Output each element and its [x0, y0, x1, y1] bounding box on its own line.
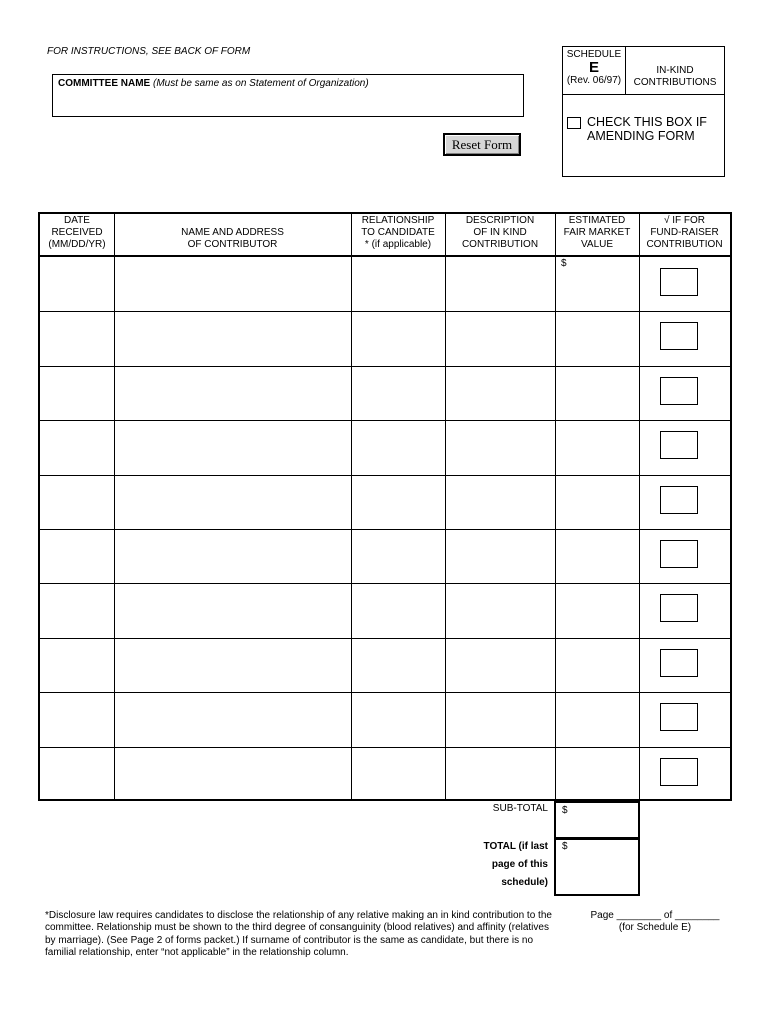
schedule-revision: (Rev. 06/97): [566, 75, 622, 86]
column-header-line: DATE: [64, 215, 90, 226]
amending-label: [587, 115, 707, 143]
subtotal-field[interactable]: [554, 801, 640, 839]
page-schedule-note: (for Schedule E): [618, 922, 692, 933]
first-row-currency: $: [561, 258, 567, 269]
column-header-line: * (if applicable): [364, 239, 432, 250]
fundraiser-checkbox[interactable]: [660, 703, 698, 731]
schedule-label: SCHEDULE: [566, 49, 622, 60]
schedule-type-line2: CONTRIBUTIONS: [633, 77, 717, 88]
committee-name-label: [58, 78, 369, 89]
column-header-line: OF IN KIND: [473, 227, 527, 238]
total-label-line1: TOTAL (if last: [483, 841, 548, 852]
column-header-line: ESTIMATED: [568, 215, 626, 226]
fundraiser-checkbox[interactable]: [660, 649, 698, 677]
column-header-line: OF CONTRIBUTOR: [187, 239, 278, 250]
total-label-line2: page of this: [491, 859, 548, 870]
table-row[interactable]: [40, 475, 730, 529]
amending-label-line2: AMENDING FORM: [587, 129, 695, 143]
column-header-line: FAIR MARKET: [563, 227, 631, 238]
committee-name-field[interactable]: [52, 74, 524, 117]
schedule-box: [562, 46, 725, 177]
disclosure-note-line3: by marriage). (See Page 2 of forms packet.) If surname of contributor is the same as candidate, but there is no: [45, 934, 534, 946]
schedule-type: [626, 65, 724, 89]
disclosure-note-line4: familial relationship, enter “not applicable” in the relationship column.: [45, 946, 349, 958]
table-row[interactable]: [40, 257, 730, 311]
amending-label-line1: CHECK THIS BOX IF: [587, 115, 707, 129]
table-row[interactable]: [40, 638, 730, 692]
disclosure-note: [45, 910, 565, 959]
instructions-text: FOR INSTRUCTIONS, SEE BACK OF FORM: [47, 46, 251, 57]
table-row[interactable]: [40, 747, 730, 801]
disclosure-note-line1: *Disclosure law requires candidates to disclose the relationship of any relative making an in kind contribution to the: [45, 910, 552, 921]
column-header-3: [351, 215, 445, 256]
schedule-letter: E: [588, 59, 599, 76]
column-header-line: NAME AND ADDRESS: [181, 227, 284, 238]
table-row[interactable]: [40, 366, 730, 420]
column-header-2: [114, 215, 351, 256]
fundraiser-checkbox[interactable]: [660, 268, 698, 296]
table-row[interactable]: [40, 529, 730, 583]
column-header-line: (MM/DD/YR): [48, 239, 106, 250]
column-header-line: RELATIONSHIP: [361, 215, 435, 226]
column-header-line: TO CANDIDATE: [361, 227, 435, 238]
amending-checkbox[interactable]: [567, 117, 581, 129]
fundraiser-checkbox[interactable]: [660, 322, 698, 350]
column-header-5: [555, 215, 639, 256]
column-header-line: [114, 215, 351, 227]
table-row[interactable]: [40, 692, 730, 746]
fundraiser-checkbox[interactable]: [660, 377, 698, 405]
schedule-type-line1: IN-KIND: [656, 65, 694, 76]
table-row[interactable]: [40, 311, 730, 365]
column-header-line: RECEIVED: [51, 227, 103, 238]
schedule-header: [563, 47, 724, 95]
disclosure-note-line2: committee. Relationship must be shown to the third degree of consanguinity (blood relatives) and affinity (relatives: [45, 922, 549, 934]
total-label: [450, 838, 548, 892]
table-row[interactable]: [40, 420, 730, 474]
column-header-line: CONTRIBUTION: [461, 239, 539, 250]
schedule-id: [563, 47, 626, 94]
fundraiser-checkbox[interactable]: [660, 540, 698, 568]
fundraiser-checkbox[interactable]: [660, 758, 698, 786]
column-header-line: √ IF FOR: [663, 215, 706, 226]
total-label-line3: schedule): [501, 877, 548, 888]
column-header-line: DESCRIPTION: [465, 215, 535, 226]
contributions-table: [38, 212, 732, 801]
committee-name-label-bold: COMMITTEE NAME: [58, 78, 151, 89]
total-currency: $: [562, 841, 568, 852]
column-header-4: [445, 215, 555, 256]
subtotal-label: SUB-TOTAL: [492, 803, 548, 814]
column-header-6: [639, 215, 730, 256]
column-header-line: FUND-RAISER: [650, 227, 719, 238]
fundraiser-checkbox[interactable]: [660, 594, 698, 622]
page-info: [585, 910, 725, 934]
fundraiser-checkbox[interactable]: [660, 431, 698, 459]
column-header-1: [40, 215, 114, 256]
fundraiser-checkbox[interactable]: [660, 486, 698, 514]
table-row[interactable]: [40, 583, 730, 637]
total-field[interactable]: [554, 838, 640, 896]
column-header-line: VALUE: [580, 239, 614, 250]
reset-form-button[interactable]: Reset Form: [443, 133, 521, 156]
committee-name-label-note: (Must be same as on Statement of Organization): [153, 78, 369, 89]
subtotal-currency: $: [562, 805, 568, 816]
page-number-line: Page ________ of ________: [590, 910, 720, 921]
column-header-line: CONTRIBUTION: [646, 239, 723, 250]
